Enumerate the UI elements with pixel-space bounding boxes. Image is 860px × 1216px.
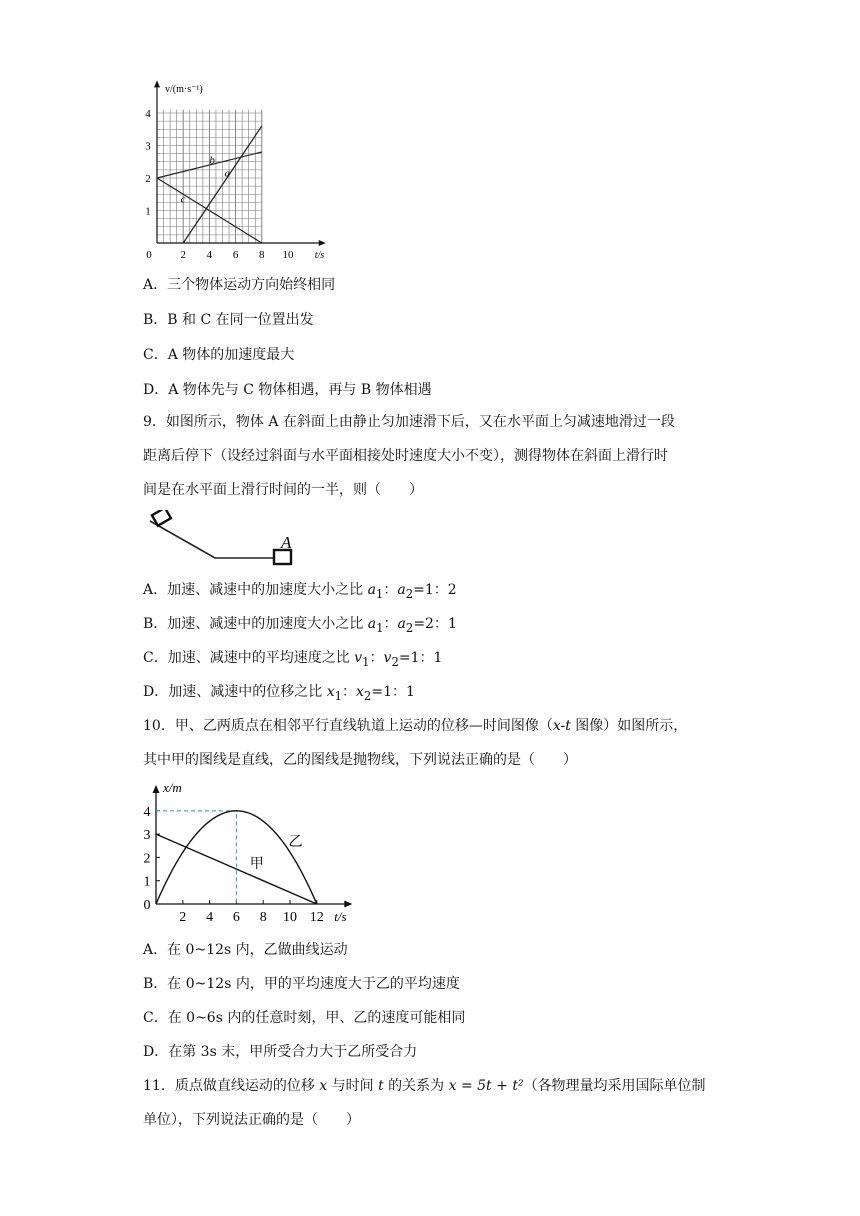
q8-option-b: B．B 和 C 在同一位置出发 bbox=[143, 312, 314, 328]
q9-stem-line2: 距离后停下（设经过斜面与水平面相接处时速度大小不变），测得物体在斜面上滑行时 bbox=[143, 448, 668, 464]
xt-y-tick-label: 0 bbox=[143, 898, 151, 913]
incline-figure bbox=[143, 510, 313, 572]
q9-stem-line1: 9．如图所示，物体 A 在斜面上由静止匀加速滑下后，又在水平面上匀减速地滑过一段 bbox=[143, 414, 675, 430]
xt-y-tick-label: 3 bbox=[143, 828, 151, 844]
block-a bbox=[274, 550, 291, 564]
vt-labels bbox=[145, 84, 324, 258]
q9-stem-line3: 间是在水平面上滑行时间的一半，则（ ） bbox=[143, 482, 423, 498]
vt-x-axis-label: t/s bbox=[314, 250, 325, 258]
xt-y-arrow bbox=[153, 785, 160, 793]
vt-x-tick-label: 4 bbox=[206, 249, 213, 258]
q9-option-b: B．加速、减速中的加速度大小之比 $a_1$：$a_2=2$：1 bbox=[143, 616, 457, 635]
q9-option-c: C．加速、减速中的平均速度之比 $v_1$：$v_2=1$：1 bbox=[143, 650, 443, 669]
xt-y-tick-label: 4 bbox=[143, 804, 151, 820]
vt-y-tick-label: 4 bbox=[145, 108, 151, 120]
xt-y-axis-label: x/m bbox=[163, 780, 182, 795]
q10-option-c: C．在 0~6s 内的任意时刻，甲、乙的速度可能相同 bbox=[143, 1010, 466, 1026]
vt-graph bbox=[140, 78, 340, 258]
vt-y-tick-label: 3 bbox=[145, 140, 151, 153]
xt-graph bbox=[138, 778, 358, 928]
vt-x-tick-label: 6 bbox=[232, 249, 239, 258]
xt-peak-dashed-guide bbox=[156, 811, 236, 904]
q8-option-c: C．A 物体的加速度最大 bbox=[143, 347, 295, 363]
xt-x-tick-label: 4 bbox=[206, 910, 214, 925]
vt-y-tick-label: 1 bbox=[145, 205, 151, 218]
q11-stem-line1: 11．质点做直线运动的位移 x 与时间 t 的关系为 x = 5t + t²（各物理量均采用国际单位制 bbox=[143, 1078, 706, 1094]
q10-option-b: B．在 0~12s 内，甲的平均速度大于乙的平均速度 bbox=[143, 976, 460, 992]
vt-y-axis-label: v/(m·s⁻¹) bbox=[165, 84, 203, 95]
vt-series-label-b: b bbox=[209, 154, 215, 167]
vt-y-arrow bbox=[154, 80, 160, 87]
xt-y-tick-label: 2 bbox=[143, 851, 151, 867]
vt-grid bbox=[157, 110, 262, 243]
q10-option-d: D．在第 3s 末，甲所受合力大于乙所受合力 bbox=[143, 1044, 418, 1060]
xt-x-tick-label: 2 bbox=[179, 910, 187, 925]
q10-option-a: A．在 0~12s 内，乙做曲线运动 bbox=[143, 942, 348, 958]
vt-series-label-c: c bbox=[180, 193, 186, 206]
vt-axes bbox=[154, 80, 326, 246]
xt-x-arrow bbox=[344, 901, 352, 908]
q8-option-a: A．三个物体运动方向始终相同 bbox=[143, 277, 336, 293]
incline-surface bbox=[150, 521, 273, 558]
vt-x-tick-label: 0 bbox=[146, 249, 152, 258]
vt-series-label-a: a bbox=[224, 167, 230, 180]
vt-x-arrow bbox=[319, 240, 326, 246]
q9-option-d: D．加速、减速中的位移之比 $x_1$：$x_2=1$：1 bbox=[143, 684, 415, 703]
xt-x-tick-label: 8 bbox=[259, 910, 267, 925]
xt-y-tick-label: 1 bbox=[143, 874, 151, 890]
xt-x-tick-label: 6 bbox=[232, 910, 240, 925]
q11-stem-line2: 单位），下列说法正确的是（ ） bbox=[143, 1112, 360, 1128]
q8-option-d: D．A 物体先与 C 物体相遇，再与 B 物体相遇 bbox=[143, 382, 432, 398]
q9-option-a: A．加速、减速中的加速度大小之比 $a_1$：$a_2=1$：2 bbox=[143, 582, 457, 601]
q10-stem-line1: 10．甲、乙两质点在相邻平行直线轨道上运动的位移—时间图像（x-t 图像）如图所示， bbox=[143, 718, 688, 734]
xt-x-axis-label: t/s bbox=[334, 909, 347, 924]
xt-x-tick-label: 10 bbox=[283, 910, 297, 925]
xt-series-label-jia: 甲 bbox=[249, 856, 264, 872]
vt-x-tick-label: 2 bbox=[180, 249, 186, 258]
xt-series-label-yi: 乙 bbox=[288, 834, 303, 850]
xt-x-tick-label: 12 bbox=[309, 910, 324, 925]
q10-stem-line2: 其中甲的图线是直线，乙的图线是抛物线，下列说法正确的是（ ） bbox=[143, 752, 577, 768]
vt-x-tick-label: 10 bbox=[282, 249, 294, 258]
vt-y-tick-label: 2 bbox=[145, 173, 151, 185]
vt-x-tick-label: 8 bbox=[259, 249, 265, 258]
q11-formula: x = 5t + t² bbox=[448, 1078, 524, 1094]
block-a-label: A bbox=[281, 533, 292, 552]
